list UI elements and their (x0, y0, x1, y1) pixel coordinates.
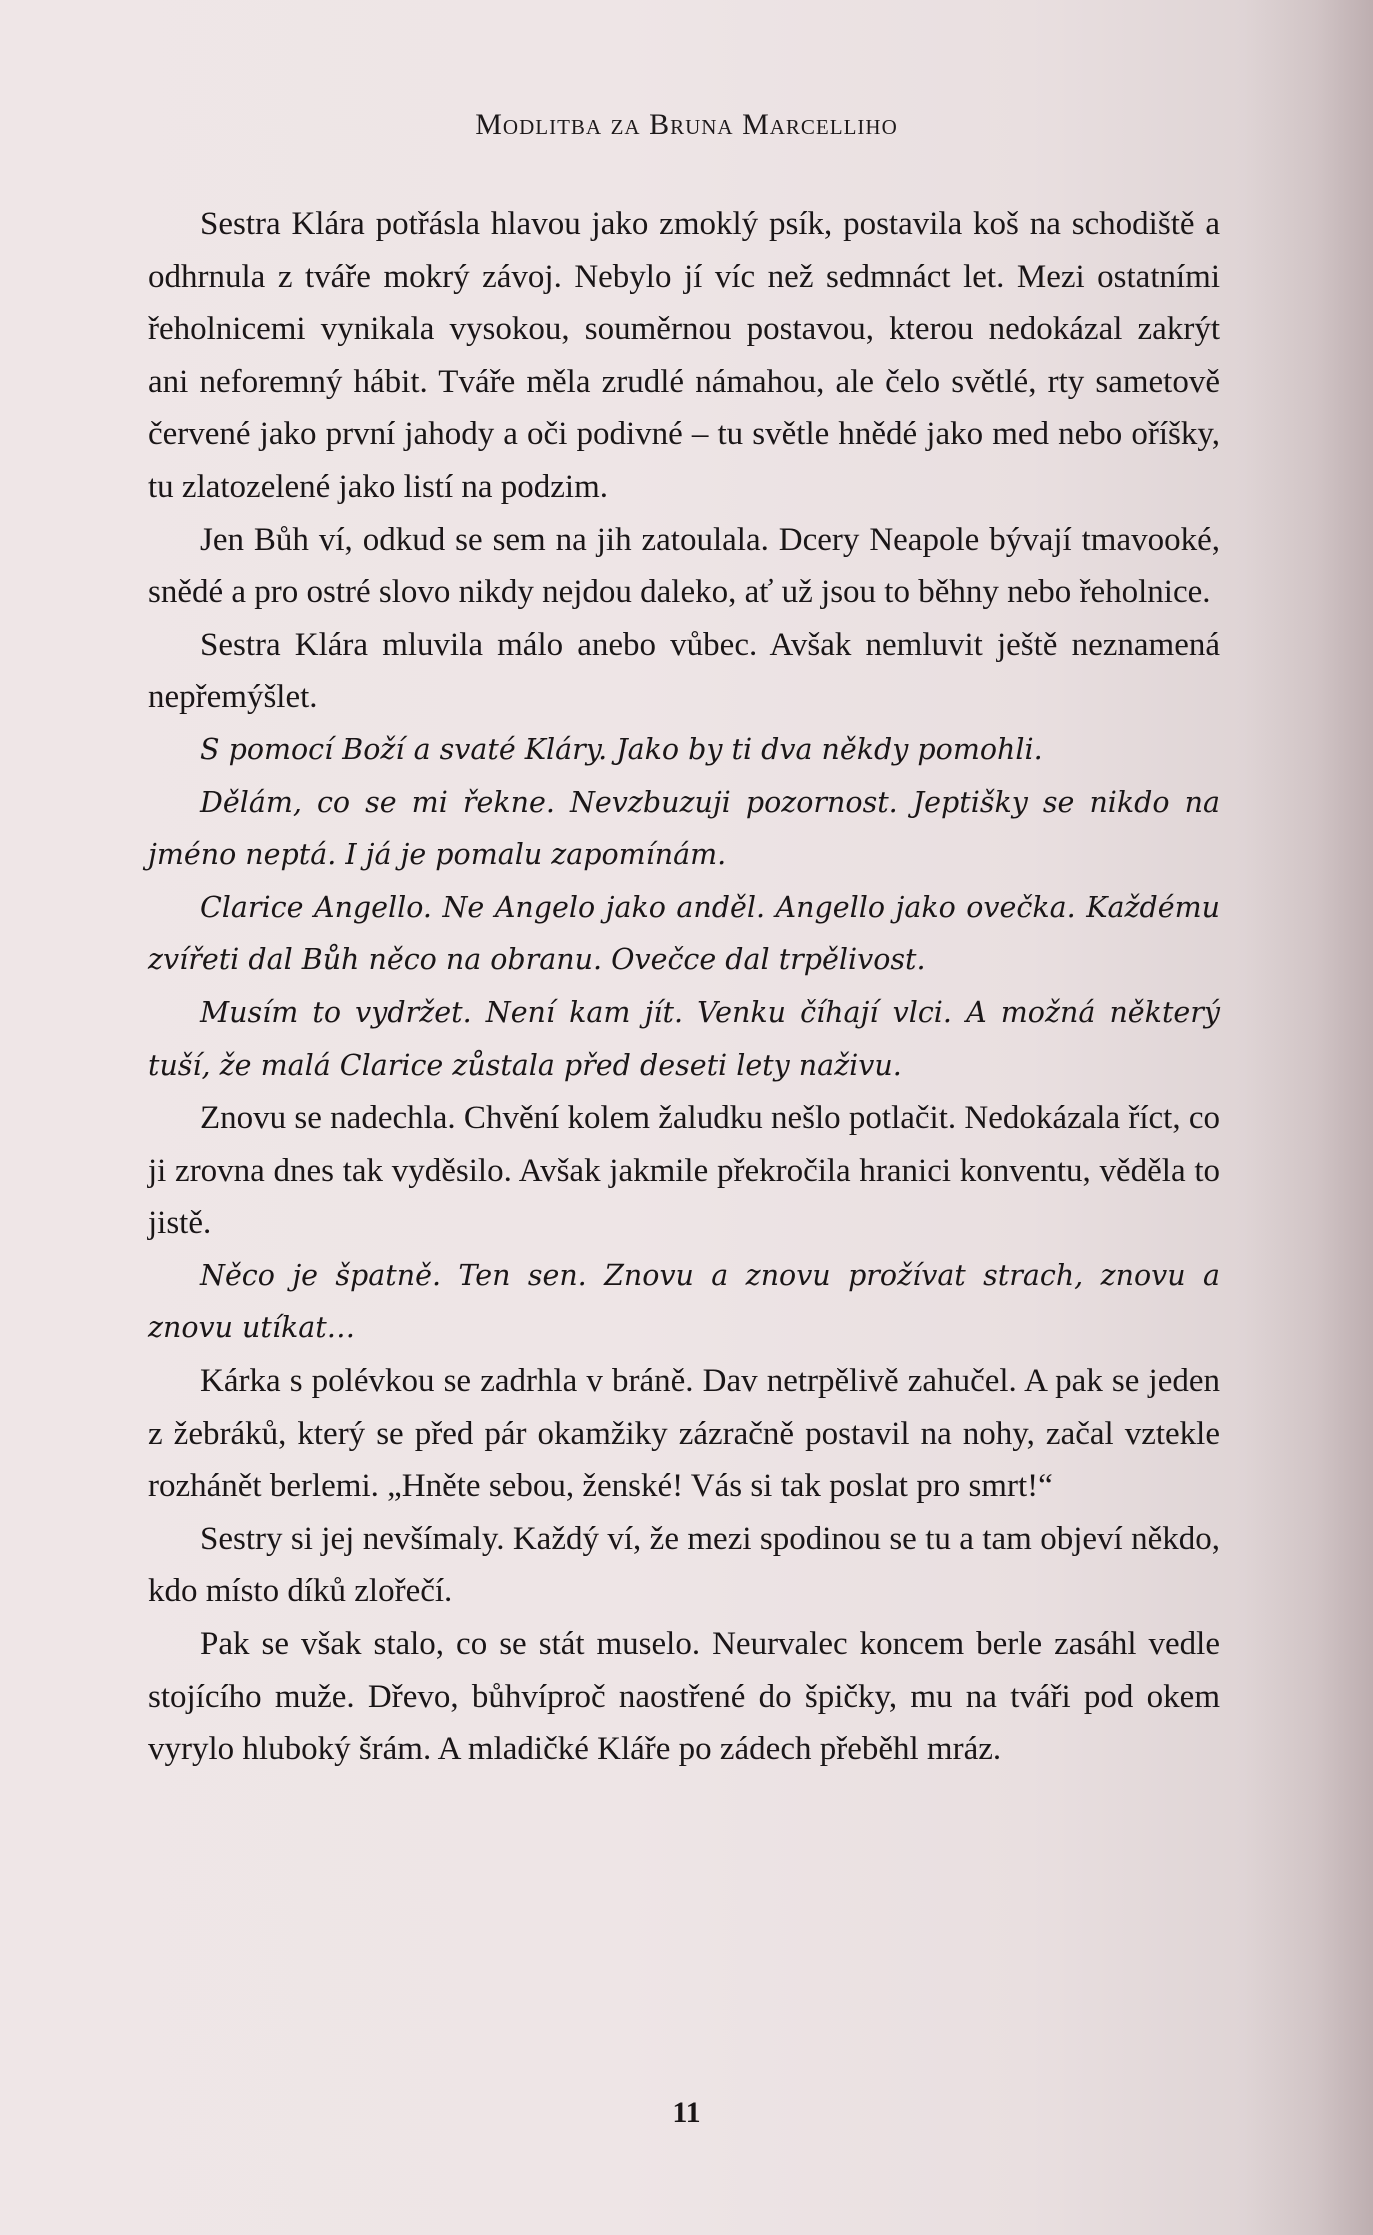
italic-thought: Clarice Angello. Ne Angelo jako anděl. Angello jako ovečka. Každému zvířeti dal Bůh něco na obranu. Ovečce dal trpělivost. (148, 890, 1220, 977)
italic-thought: Musím to vydržet. Není kam jít. Venku číhají vlci. A možná některý tuší, že malá Clarice zůstala před deseti lety naživu. (148, 995, 1220, 1082)
paragraph: Jen Bůh ví, odkud se sem na jih zatoulala. Dcery Neapole bývají tmavooké, snědé a pro ostré slovo nikdy nejdou daleko, ať už jsou to běhny nebo řeholnice. (148, 521, 1220, 611)
italic-thought: S pomocí Boží a svaté Kláry. Jako by ti dva někdy pomohli. (200, 732, 1043, 766)
paragraph: Sestra Klára potřásla hlavou jako zmoklý psík, postavila koš na schodiště a odhrnula z tváře mokrý závoj. Nebylo jí víc než sedmnáct let. Mezi ostatními řeholnicemi vynikala vysokou, souměrnou postavou, kterou nedokázal zakrýt ani neforemný hábit. Tváře měla zrudlé námahou, ale čelo světlé, rty sametově červené jako první jahody a oči podivné – tu světle hnědé jako med nebo oříšky, tu zlatozelené jako listí na podzim. (148, 206, 1220, 505)
running-head: Modlitba za Bruna Marcelliho (475, 108, 898, 141)
italic-thought: Něco je špatně. Ten sen. Znovu a znovu prožívat strach, znovu a znovu utíkat… (148, 1258, 1220, 1345)
paragraph: Sestra Klára mluvila málo anebo vůbec. Avšak nemluvit ještě neznamená nepřemýšlet. (148, 626, 1220, 716)
paragraph: Sestry si jej nevšímaly. Každý ví, že mezi spodinou se tu a tam objeví někdo, kdo místo díků zlořečí. (148, 1520, 1220, 1610)
page-number: 11 (672, 2096, 701, 2129)
body-text (148, 198, 1220, 1776)
paragraph: Znovu se nadechla. Chvění kolem žaludku nešlo potlačit. Nedokázala říct, co ji zrovna dnes tak vyděsilo. Avšak jakmile překročila hranici konventu, věděla to jistě. (148, 1100, 1220, 1242)
italic-thought: Dělám, co se mi řekne. Nevzbuzuji pozornost. Jeptišky se nikdo na jméno neptá. I já je pomalu zapomínám. (148, 785, 1220, 872)
paragraph: Pak se však stalo, co se stát muselo. Neurvalec koncem berle zasáhl vedle stojícího muže. Dřevo, bůhvíproč naostřené do špičky, mu na tváři pod okem vyrylo hluboký šrám. A mladičké Kláře po zádech přeběhl mráz. (148, 1626, 1220, 1768)
page-gutter-shadow (1243, 0, 1373, 2235)
paragraph: Kárka s polévkou se zadrhla v bráně. Dav netrpělivě zahučel. A pak se jeden z žebráků, který se před pár okamžiky zázračně postavil na nohy, začal vztekle rozhánět berlemi. „Hněte sebou, ženské! Vás si tak poslat pro smrt!“ (148, 1363, 1220, 1505)
